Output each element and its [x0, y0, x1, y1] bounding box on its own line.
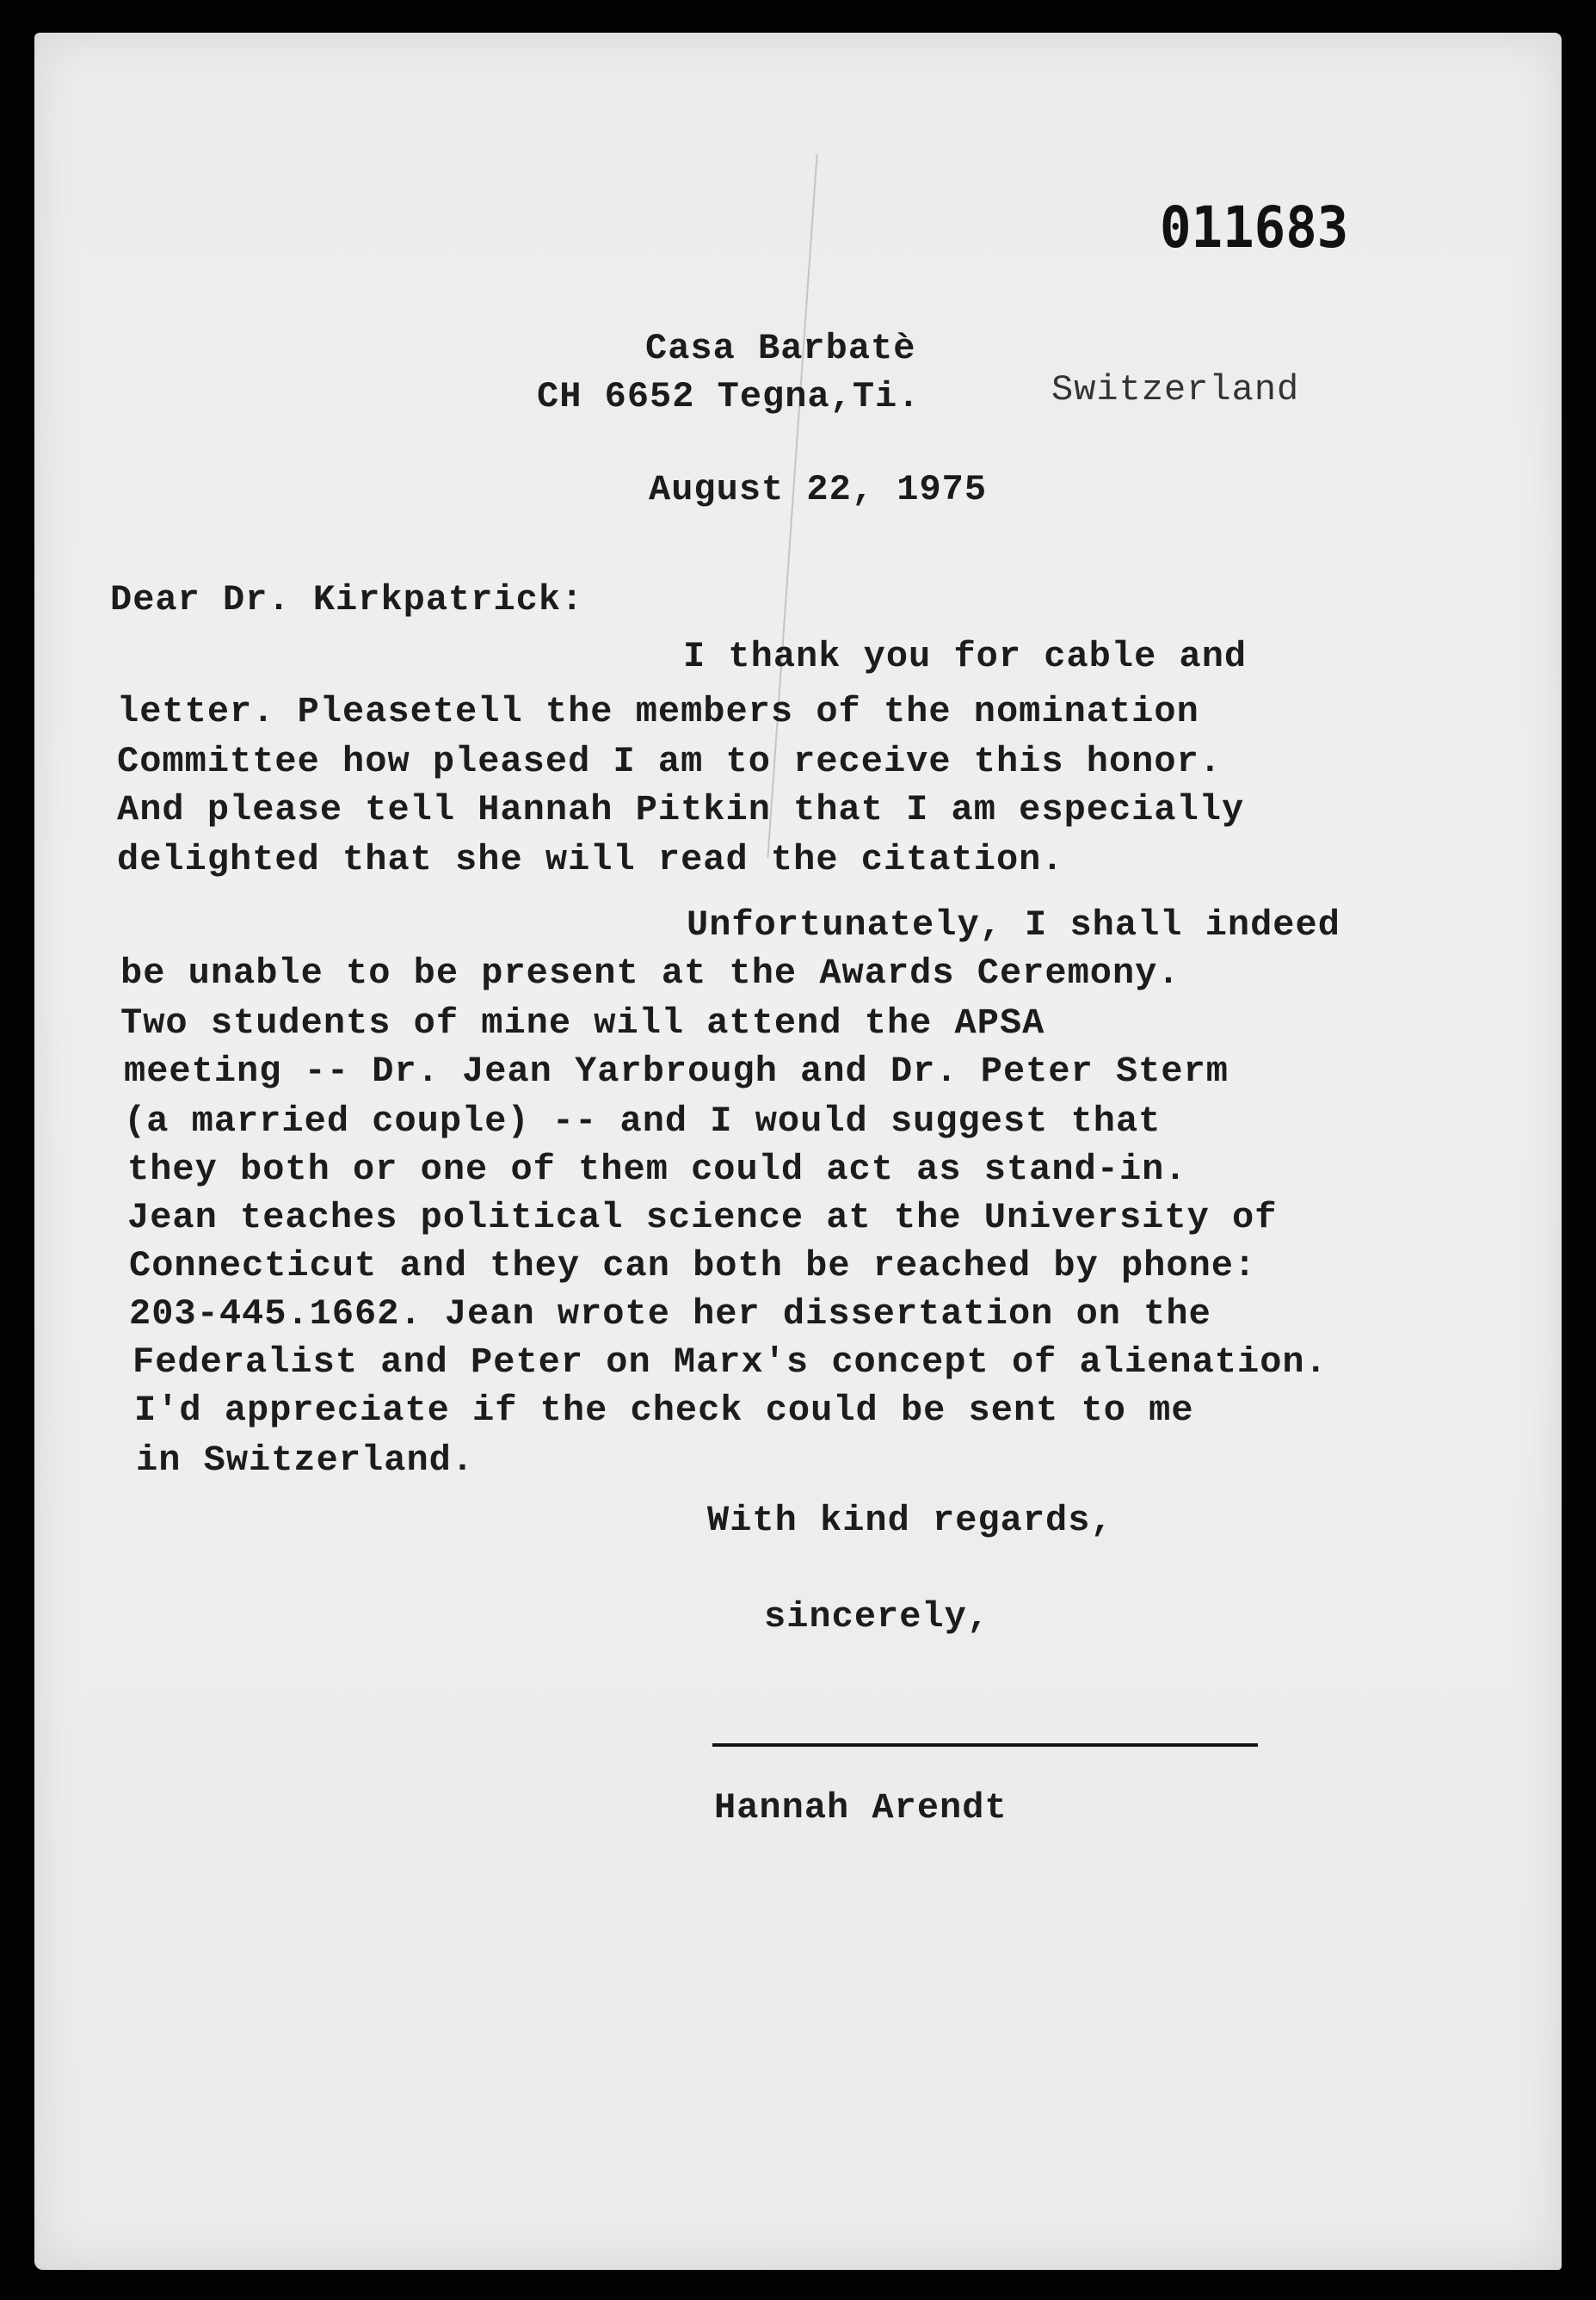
document-number: 011683 — [1160, 194, 1349, 261]
body-line: letter. Pleasetell the members of the nomination — [117, 691, 1199, 732]
salutation: Dear Dr. Kirkpatrick: — [110, 579, 584, 620]
body-line: Federalist and Peter on Marx's concept of alienation. — [132, 1341, 1328, 1383]
signature-line — [712, 1743, 1258, 1747]
body-line: Two students of mine will attend the APSA — [120, 1002, 1045, 1044]
address-line-1: Casa Barbatè — [645, 328, 916, 369]
letter-date: August 22, 1975 — [649, 469, 988, 510]
body-line: delighted that she will read the citation. — [117, 839, 1064, 880]
address-country: Switzerland — [1051, 369, 1300, 410]
body-line: be unable to be present at the Awards Ceremony. — [120, 953, 1180, 994]
body-line: I thank you for cable and — [683, 636, 1248, 677]
address-line-2: CH 6652 Tegna,Ti. — [537, 376, 921, 417]
body-line: Jean teaches political science at the University of — [127, 1197, 1278, 1238]
body-line: 203-445.1662. Jean wrote her dissertation on the — [129, 1293, 1211, 1335]
signature-name: Hannah Arendt — [714, 1787, 1008, 1828]
body-line: I'd appreciate if the check could be sent to me — [134, 1390, 1194, 1431]
closing: With kind regards, — [707, 1500, 1113, 1541]
body-line: Connecticut and they can both be reached by phone: — [129, 1245, 1257, 1286]
body-line: Committee how pleased I am to receive this honor. — [117, 741, 1223, 782]
body-line: And please tell Hannah Pitkin that I am especially — [117, 789, 1245, 830]
body-line: Unfortunately, I shall indeed — [687, 904, 1340, 946]
body-line: meeting -- Dr. Jean Yarbrough and Dr. Peter Sterm — [124, 1051, 1229, 1092]
body-line: (a married couple) -- and I would suggest that — [124, 1101, 1162, 1142]
body-line: in Switzerland. — [136, 1440, 475, 1481]
valediction: sincerely, — [764, 1596, 990, 1637]
body-line: they both or one of them could act as stand-in. — [127, 1149, 1187, 1190]
